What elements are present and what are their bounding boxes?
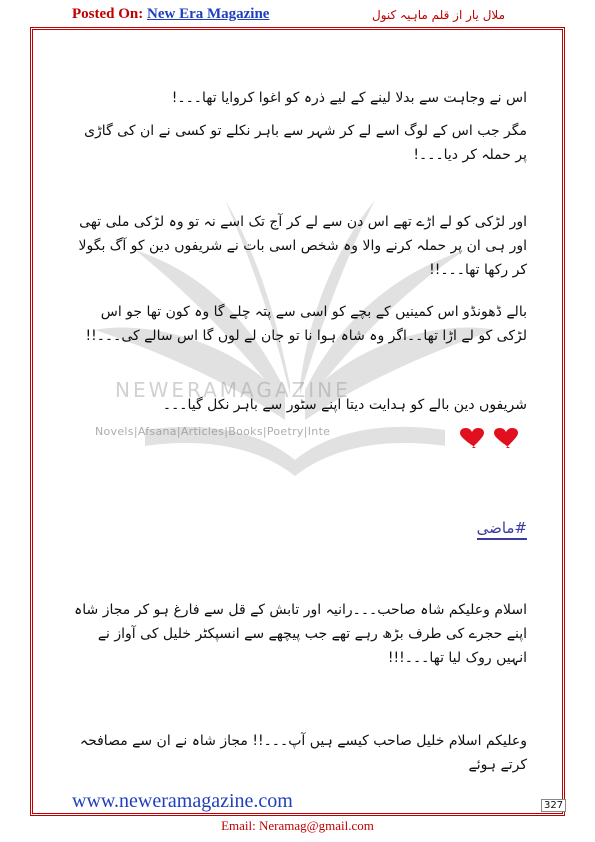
posted-on-label: Posted On: [72, 6, 144, 22]
paragraph: بالے ڈھونڈو اس کمینیں کے بچے کو اسی سے پتہ چلے گا وہ کون تھا جو اس لڑکی کو لے اڑا تھا۔۔اگر وہ شاہ ہوا نا تو جان لے لوں گا اس سالے کی۔۔۔!! [85, 304, 527, 344]
paragraph: اور لڑکی کو لے اڑے تھے اس دن سے لے کر آج تک اسے نہ تو وہ لڑکی ملی تھی اور ہی ان پر حملہ کرنے والا وہ شخص اسی بات نے شریفوں دین کو آگ بگولا کر رکھا تھا۔۔۔!! [78, 214, 527, 278]
paragraph: اسلام وعلیکم شاہ صاحب۔۔۔رانیہ اور تابش کے قل سے فارغ ہو کر مجاز شاہ اپنے حجرے کی طرف بڑھ رہے تھے جب پیچھے سے انسپکٹر خلیل کی آواز نے انہیں روک لیا تھا۔۔۔!!! [74, 602, 527, 666]
paragraph: شریفوں دین بالے کو ہدایت دیتا اپنے سٹور سے باہر نکل گیا۔۔۔ [162, 397, 527, 413]
novel-author-header: ملال یار از قلم ماہیہ کنول [371, 8, 505, 22]
watermark-title: NEWERAMAGAZINE [115, 378, 351, 402]
watermark-categories: Novels|Afsana|Articles|Books|Poetry|Inte [95, 425, 331, 438]
section-heading: #ماضی [477, 519, 527, 540]
page-number: 327 [541, 799, 566, 812]
paragraph: مگر جب اس کے لوگ اسے لے کر شہر سے باہر نکلے تو کسی نے ان کی گاڑی پر حملہ کر دیا۔۔۔! [84, 123, 527, 163]
paragraph: اس نے وجاہت سے بدلا لینے کے لیے ذرہ کو اغوا کروایا تھا۔۔۔! [171, 90, 527, 106]
website-link[interactable]: www.neweramagazine.com [72, 790, 293, 812]
footer-email[interactable]: Email: Neramag@gmail.com [221, 818, 374, 833]
paragraph: وعلیکم اسلام خلیل صاحب کیسے ہیں آپ۔۔۔!! مجاز شاہ نے ان سے مصافحہ کرتے ہوئے [79, 733, 527, 773]
posted-on-header [72, 6, 269, 23]
magazine-link[interactable]: New Era Magazine [147, 6, 270, 22]
hearts-icon [458, 427, 522, 449]
